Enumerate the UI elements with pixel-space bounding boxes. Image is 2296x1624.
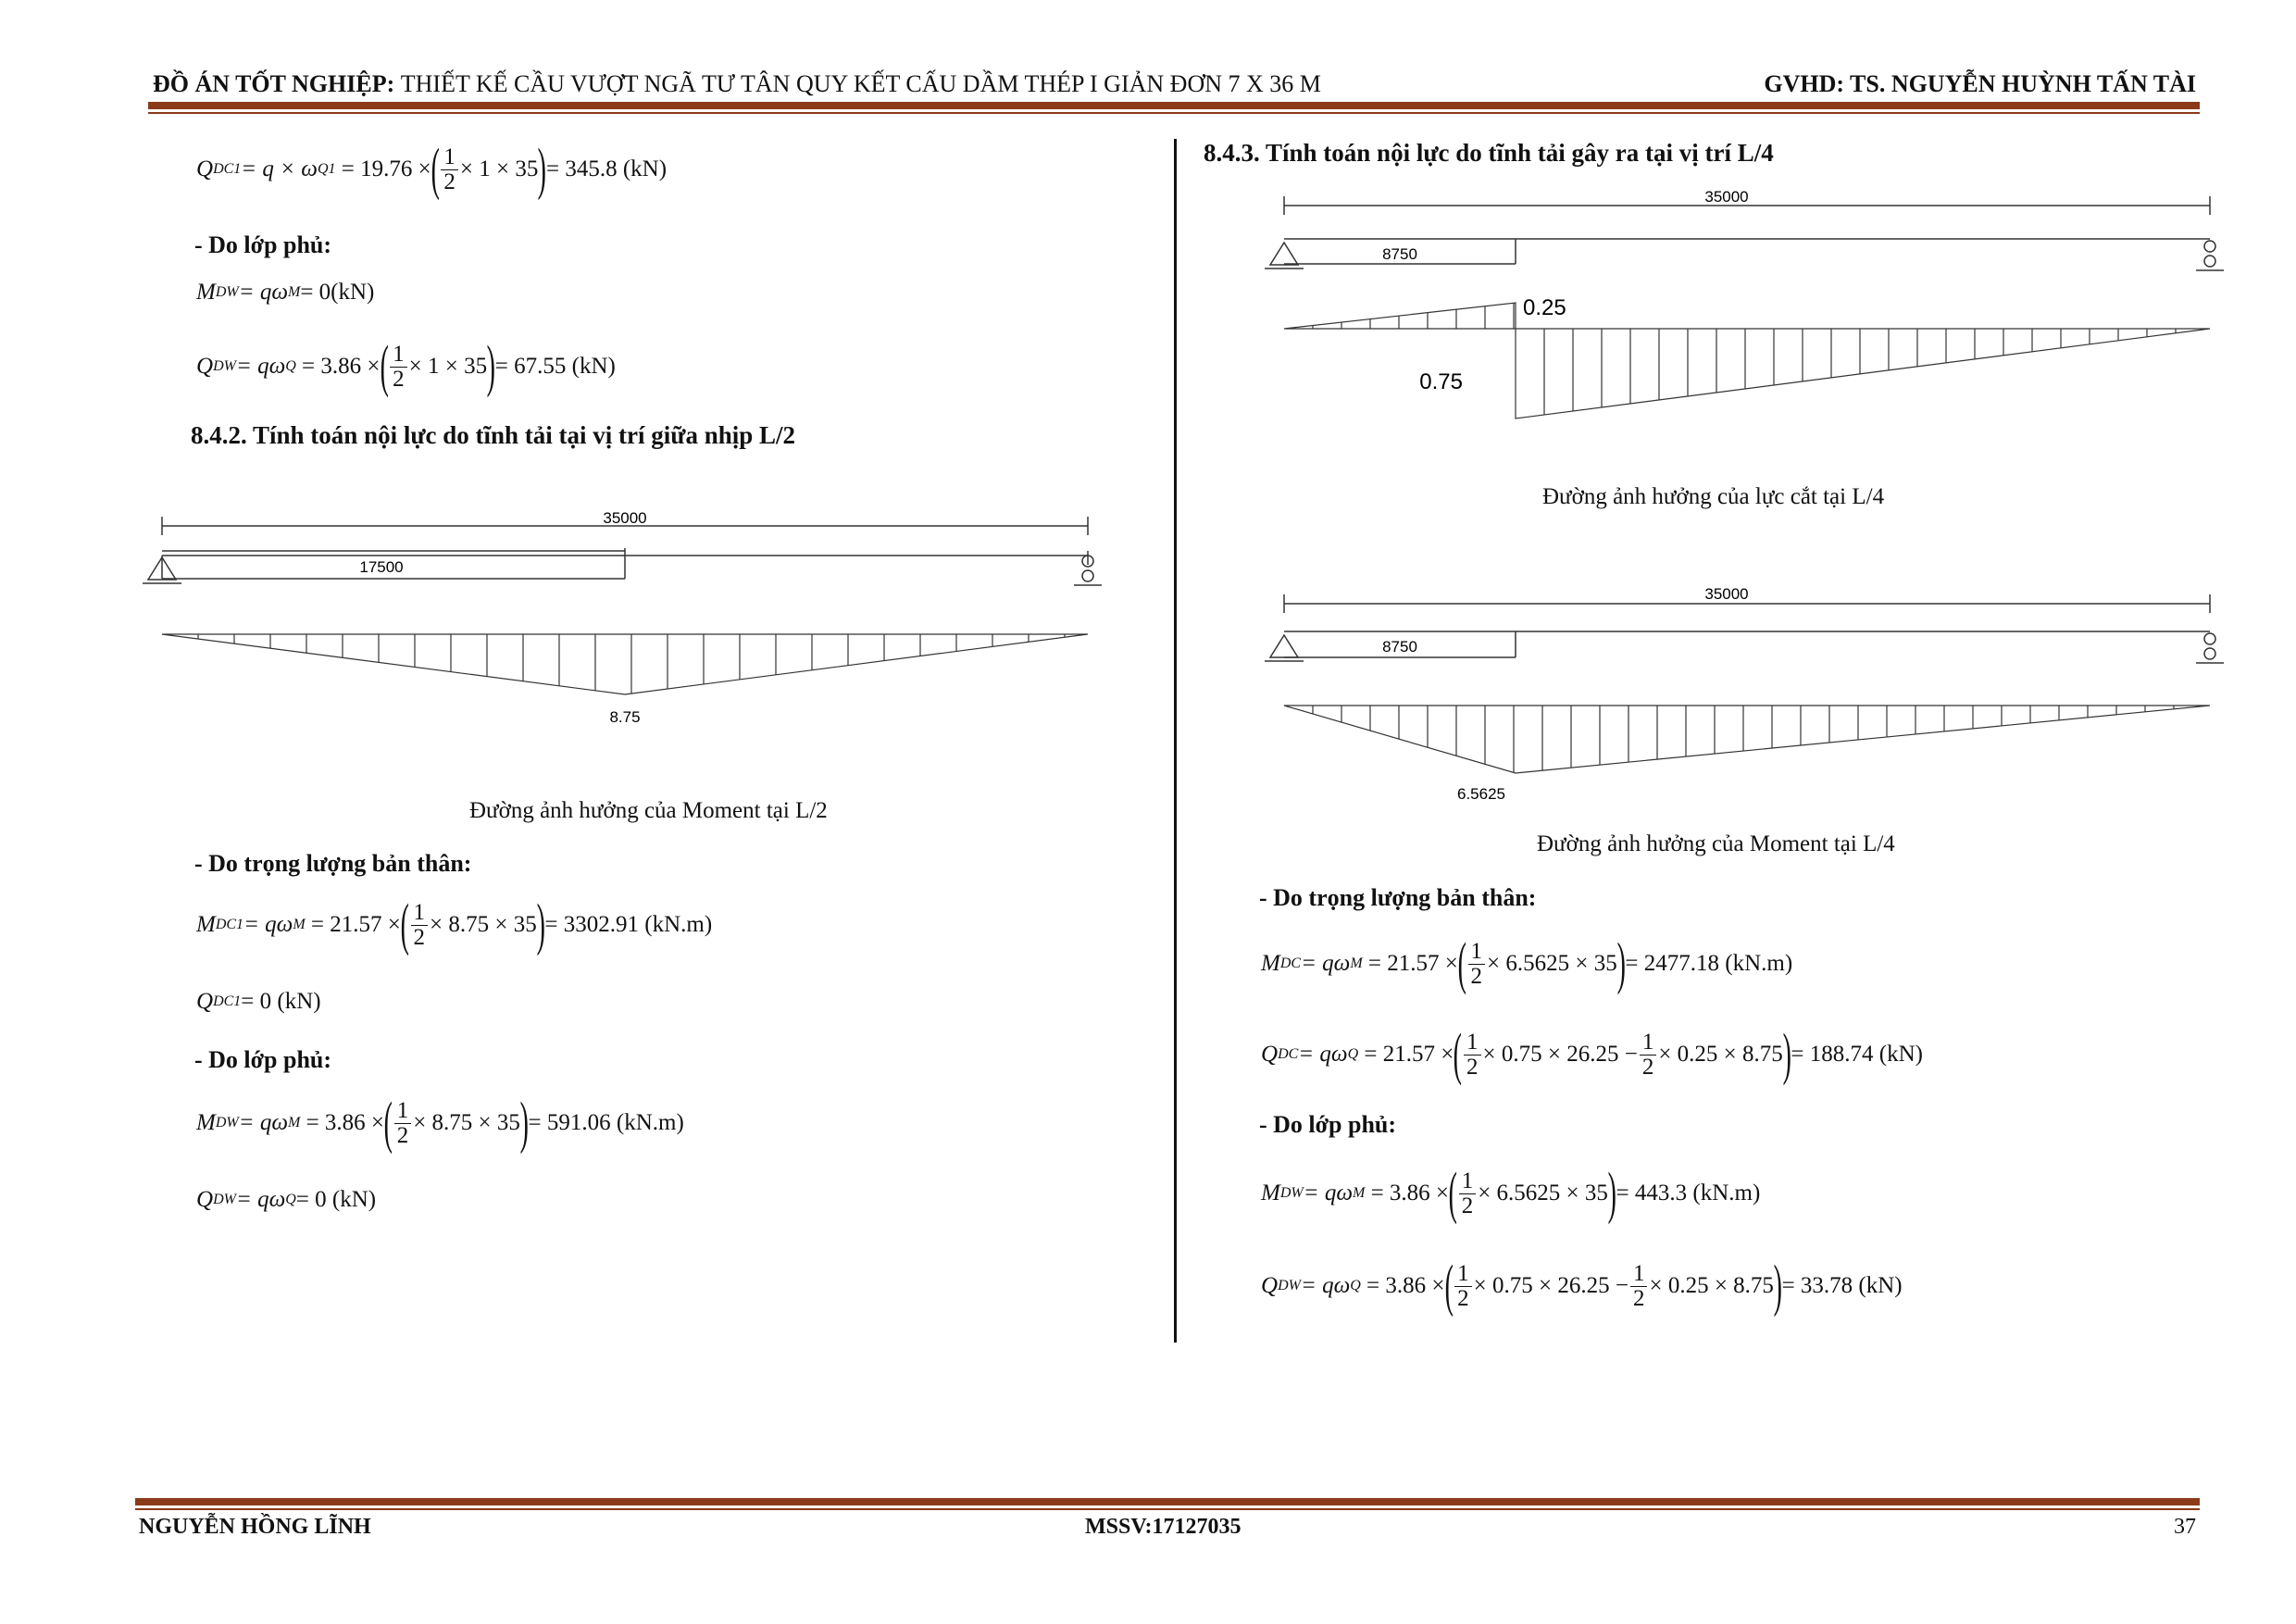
header-title-rest: THIẾT KẾ CẦU VƯỢT NGÃ TƯ TÂN QUY KẾT CẤU DẦM THÉP I GIẢN ĐƠN 7 X 36 M [400, 70, 1321, 97]
influence-diagram-moment-l4 [1254, 574, 2236, 815]
quarter-label: 8750 [1382, 638, 1417, 656]
eq-mdw: M DW = qω M = 3.86 × ( $\frac{1}{2}$ × 6.5625 × 35 ) = 443.3 (kN.m) [1261, 1162, 1761, 1225]
peak-label: 6.5625 [1457, 785, 1505, 803]
footer-author: NGUYỄN HỒNG LĨNH [139, 1515, 371, 1539]
eq-qdc1-zero: Q DC1 = 0 (kN) [196, 989, 321, 1014]
header-advisor: GVHD: TS. NGUYỄN HUỲNH TẤN TÀI [1764, 70, 2196, 97]
lop-phu-heading-1: - Do lớp phủ: [194, 231, 332, 258]
lop-phu-heading-3: - Do lớp phủ: [1259, 1111, 1397, 1138]
header-rule [148, 102, 2200, 109]
eq-qdw: Q DW = qω Q = 3.86 × ( $\frac{1}{2}$ × 0.75 × 26.25 − $\frac{1}{2}$ × 0.25 × 8.75 ) = 33.78 (kN) [1261, 1255, 1903, 1318]
shear-negative-label: 0.75 [1419, 369, 1463, 394]
header-title [153, 70, 1321, 98]
trong-luong-heading-1: - Do trọng lượng bản thân: [194, 850, 472, 877]
caption-shear-l4: Đường ảnh hưởng của lực cắt tại L/4 [1542, 484, 1885, 509]
section-heading-842: 8.4.2. Tính toán nội lực do tĩnh tải tại vị trí giữa nhịp L/2 [191, 421, 796, 449]
influence-diagram-shear-l4 [1254, 185, 2236, 435]
eq-qdc1-top: Q DC1 = q × ω Q1 = 19.76 × ( $\frac{1}{2}$ × 1 × 35 ) = 345.8 (kN) [196, 138, 668, 201]
span-label: 35000 [1704, 188, 1749, 206]
eq-qdw-1: Q DW = qω Q = 3.86 × ( $\frac{1}{2}$ × 1 × 35 ) = 67.55 (kN) [196, 335, 616, 398]
trong-luong-heading-2: - Do trọng lượng bản thân: [1259, 884, 1537, 911]
eq-mdw-2: M DW = qω M = 3.86 × ( $\frac{1}{2}$ × 8.75 × 35 ) = 591.06 (kN.m) [196, 1092, 684, 1155]
footer-student-id: MSSV:17127035 [1085, 1515, 1242, 1539]
footer-rule-thin [135, 1508, 2200, 1510]
header-title-bold: ĐỒ ÁN TỐT NGHIỆP: [153, 70, 395, 97]
eq-qdw-2: Q DW = qω Q = 0 (kN) [196, 1187, 377, 1212]
eq-mdc: M DC = qω M = 21.57 × ( $\frac{1}{2}$ × 6.5625 × 35 ) = 2477.18 (kN.m) [1261, 932, 1793, 995]
span-label: 35000 [603, 509, 647, 527]
column-separator [1174, 139, 1177, 1343]
footer-page-number: 37 [2174, 1515, 2196, 1539]
lop-phu-heading-2: - Do lớp phủ: [194, 1046, 332, 1073]
caption-moment-l4: Đường ảnh hưởng của Moment tại L/4 [1537, 831, 1895, 856]
caption-moment-l2: Đường ảnh hưởng của Moment tại L/2 [469, 798, 828, 823]
footer-rule [135, 1498, 2200, 1505]
quarter-label: 8750 [1382, 245, 1417, 263]
influence-diagram-moment-l2 [139, 500, 1120, 731]
eq-mdw-1: M DW = qω M = 0(kN) [196, 280, 375, 305]
eq-mdc1: M DC1 = qω M = 21.57 × ( $\frac{1}{2}$ × 8.75 × 35 ) = 3302.91 (kN.m) [196, 893, 713, 956]
span-label: 35000 [1704, 585, 1749, 603]
shear-positive-label: 0.25 [1523, 295, 1566, 320]
eq-qdc: Q DC = qω Q = 21.57 × ( $\frac{1}{2}$ × 0.75 × 26.25 − $\frac{1}{2}$ × 0.25 × 8.75 ) = 188.74 (kN) [1261, 1023, 1923, 1086]
header-rule-thin [148, 112, 2200, 114]
section-heading-843: 8.4.3. Tính toán nội lực do tĩnh tải gây ra tại vị trí L/4 [1204, 139, 1774, 167]
half-span-label: 17500 [359, 558, 404, 576]
peak-label: 8.75 [609, 708, 641, 726]
